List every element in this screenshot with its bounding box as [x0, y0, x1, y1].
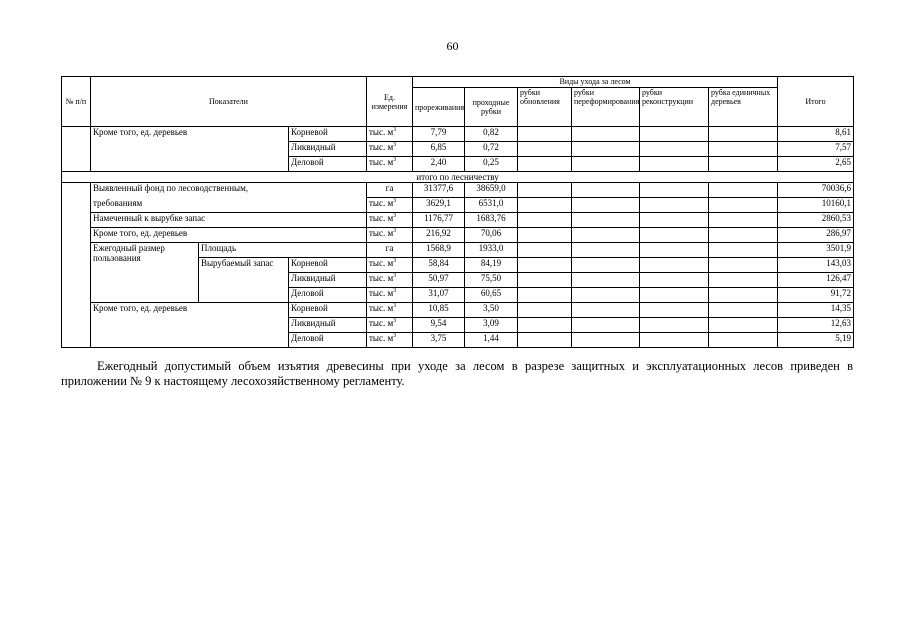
row-subname: Корневой: [289, 127, 367, 142]
value-thinning: 31377,6: [413, 183, 465, 198]
value-total: 10160,1: [778, 198, 854, 213]
header-reconstruction: рубки реконструкции: [640, 88, 709, 127]
header-num: № п/п: [62, 77, 91, 127]
row-subname: Площадь: [199, 243, 367, 258]
row-unit: га: [367, 243, 413, 258]
row-subname: Корневой: [289, 303, 367, 318]
row-unit: тыс. $м^3$: [367, 318, 413, 333]
header-types-group: Виды ухода за лесом: [413, 77, 778, 88]
row-unit: тыс. $м^3$: [367, 258, 413, 273]
value-thinning: 6,85: [413, 142, 465, 157]
value-pass: 75,50: [465, 273, 518, 288]
value-pass: 6531,0: [465, 198, 518, 213]
page-number: 60: [446, 39, 459, 53]
value-pass: 0,82: [465, 127, 518, 142]
value-pass: 0,72: [465, 142, 518, 157]
row-subname: Ликвидный: [289, 142, 367, 157]
row-unit: тыс. $м^3$: [367, 127, 413, 142]
row-unit: тыс. $м^3$: [367, 142, 413, 157]
header-unit: Ед. измерения: [367, 77, 413, 127]
value-pass: 1683,76: [465, 213, 518, 228]
value-thinning: 3629,1: [413, 198, 465, 213]
row-label: Кроме того, ед. деревьев: [91, 303, 289, 348]
value-pass: 0,25: [465, 157, 518, 172]
section-title: итого по лесничеству: [62, 172, 854, 183]
table-row: [62, 127, 854, 142]
table-row: [62, 213, 854, 228]
row-unit: тыс. $м^3$: [367, 198, 413, 213]
row-unit: тыс. $м^3$: [367, 273, 413, 288]
num-cell: [62, 127, 91, 172]
value-thinning: 9,54: [413, 318, 465, 333]
value-total: 70036,6: [778, 183, 854, 198]
value-total: 2860,53: [778, 213, 854, 228]
value-pass: 60,65: [465, 288, 518, 303]
row-unit: тыс. $м^3$: [367, 228, 413, 243]
value-thinning: 3,75: [413, 333, 465, 348]
table-row: [62, 228, 854, 243]
value-total: 143,03: [778, 258, 854, 273]
header-pass-cutting: проходные рубки: [465, 88, 518, 127]
row-label: Ежегодный размер пользования: [91, 243, 199, 303]
value-total: 2,65: [778, 157, 854, 172]
body-paragraph: Ежегодный допустимый объем изъятия древесины при уходе за лесом в разрезе защитных и эксплуатационных лесов приведен в приложении № 9 к настоящему лесохозяйственному регламенту.: [61, 359, 853, 388]
value-pass: 3,09: [465, 318, 518, 333]
table-row: [62, 243, 854, 258]
table-row: [62, 303, 854, 318]
header-thinning: прореживания: [413, 88, 465, 127]
num-cell: [62, 183, 91, 348]
value-thinning: 2,40: [413, 157, 465, 172]
value-pass: 1933,0: [465, 243, 518, 258]
header-total: Итого: [778, 77, 854, 127]
row-label: Кроме того, ед. деревьев: [91, 127, 289, 172]
value-thinning: 31,07: [413, 288, 465, 303]
value-total: 7,57: [778, 142, 854, 157]
table-row: [62, 198, 854, 213]
table-row: [62, 183, 854, 198]
header-reform: рубки переформирования: [572, 88, 640, 127]
value-thinning: 1176,77: [413, 213, 465, 228]
value-pass: 70,06: [465, 228, 518, 243]
row-subname: Вырубаемый запас: [199, 258, 289, 303]
value-thinning: 1568,9: [413, 243, 465, 258]
header-renewal: рубки обновления: [518, 88, 572, 127]
value-thinning: 58,84: [413, 258, 465, 273]
row-label: Кроме того, ед. деревьев: [91, 228, 367, 243]
row-subname: Деловой: [289, 157, 367, 172]
value-pass: 1,44: [465, 333, 518, 348]
row-subname: Ликвидный: [289, 318, 367, 333]
value-total: 5,19: [778, 333, 854, 348]
row-unit: тыс. $м^3$: [367, 288, 413, 303]
value-pass: 84,19: [465, 258, 518, 273]
row-subname: Ликвидный: [289, 273, 367, 288]
section-title-row: [62, 172, 854, 183]
row-subname: Корневой: [289, 258, 367, 273]
value-total: 14,35: [778, 303, 854, 318]
value-pass: 38659,0: [465, 183, 518, 198]
value-thinning: 10,85: [413, 303, 465, 318]
header-single-trees: рубка единичных деревьев: [709, 88, 778, 127]
row-label: Намеченный к вырубке запас: [91, 213, 367, 228]
header-indicators: Показатели: [91, 77, 367, 127]
row-unit: га: [367, 183, 413, 198]
row-label: Выявленный фонд по лесоводственным,: [91, 183, 367, 198]
value-total: 286,97: [778, 228, 854, 243]
value-total: 8,61: [778, 127, 854, 142]
row-unit: тыс. $м^3$: [367, 213, 413, 228]
value-pass: 3,50: [465, 303, 518, 318]
value-thinning: 7,79: [413, 127, 465, 142]
value-total: 91,72: [778, 288, 854, 303]
forest-care-table: [61, 76, 854, 348]
row-unit: тыс. $м^3$: [367, 157, 413, 172]
table-header-row: [62, 77, 854, 88]
value-total: 126,47: [778, 273, 854, 288]
value-thinning: 216,92: [413, 228, 465, 243]
row-subname: Деловой: [289, 333, 367, 348]
value-total: 12,63: [778, 318, 854, 333]
row-unit: тыс. $м^3$: [367, 333, 413, 348]
value-total: 3501,9: [778, 243, 854, 258]
row-unit: тыс. $м^3$: [367, 303, 413, 318]
row-subname: Деловой: [289, 288, 367, 303]
row-label: требованиям: [91, 198, 367, 213]
value-thinning: 50,97: [413, 273, 465, 288]
